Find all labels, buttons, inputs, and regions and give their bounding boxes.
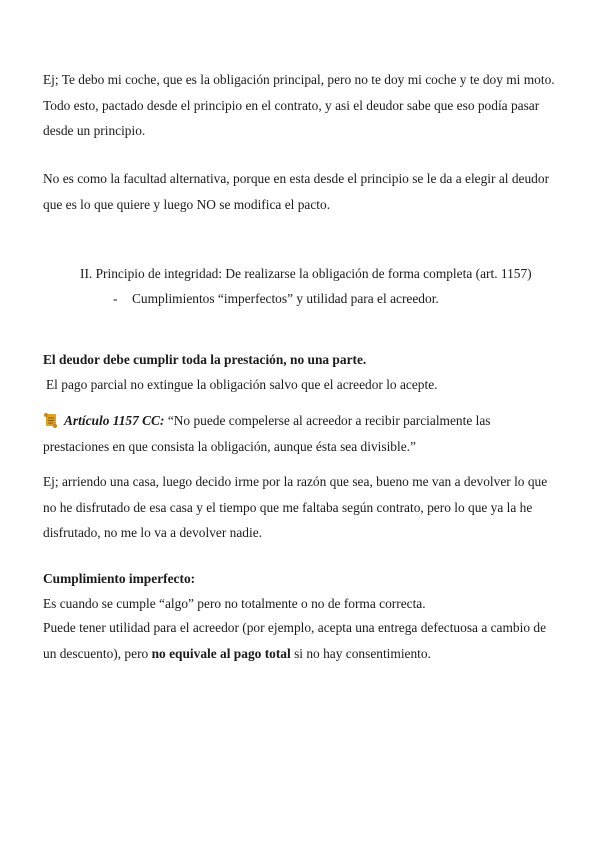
example-paragraph-coche: Ej; Te debo mi coche, que es la obligación principal, pero no te doy mi coche y te doy mi moto. Todo esto, pactado desde el principio en el contrato, y asi el deudor sabe que eso podía pasar desde un principio. — [43, 72, 555, 138]
bullet-dash: - — [113, 291, 118, 306]
cumplimiento-definition: Es cuando se cumple “algo” pero no totalmente o no de forma correcta. — [43, 596, 426, 611]
bold-heading-deudor: El deudor debe cumplir toda la prestación, no una parte. — [43, 352, 367, 367]
pago-parcial-paragraph: El pago parcial no extingue la obligación salvo que el acreedor lo acepte. — [46, 377, 438, 392]
scroll-icon — [43, 411, 58, 427]
section-heading-integridad: II. Principio de integridad: De realizarse la obligación de forma completa (art. 1157) — [80, 266, 532, 281]
utilidad-bold: no equivale al pago total — [151, 645, 291, 661]
utilidad-text: Puede tener utilidad para el acreedor (por ejemplo, acepta una entrega defectuosa a cambio de un descuento), pero — [43, 620, 547, 661]
bullet-text: Cumplimientos “imperfectos” y utilidad para el acreedor. — [132, 291, 439, 306]
bullet-item — [113, 286, 553, 312]
articulo-label: Artículo 1157 CC: — [64, 413, 165, 428]
cumplimiento-heading: Cumplimiento imperfecto: — [43, 571, 196, 586]
utilidad-text-end: si no hay consentimiento. — [294, 645, 431, 661]
alternative-paragraph: No es como la facultad alternativa, porque en esta desde el principio se le da a elegir al deudor que es lo que quiere y luego NO se modifica el pacto. — [43, 171, 550, 212]
articulo-text: “No puede compelerse al acreedor a recibir parcialmente las prestaciones en que consista la obligación, aunque ésta sea divisible.” — [43, 413, 491, 454]
example-paragraph-casa: Ej; arriendo una casa, luego decido irme por la razón que sea, bueno me van a devolver lo que no he disfrutado de esa casa y el tiempo que me faltaba según contrato, pero lo que ya la he disfrutado, no me lo va a devolver nadie. — [43, 474, 548, 540]
utilidad-paragraph — [43, 615, 558, 666]
articulo-paragraph — [43, 408, 558, 459]
